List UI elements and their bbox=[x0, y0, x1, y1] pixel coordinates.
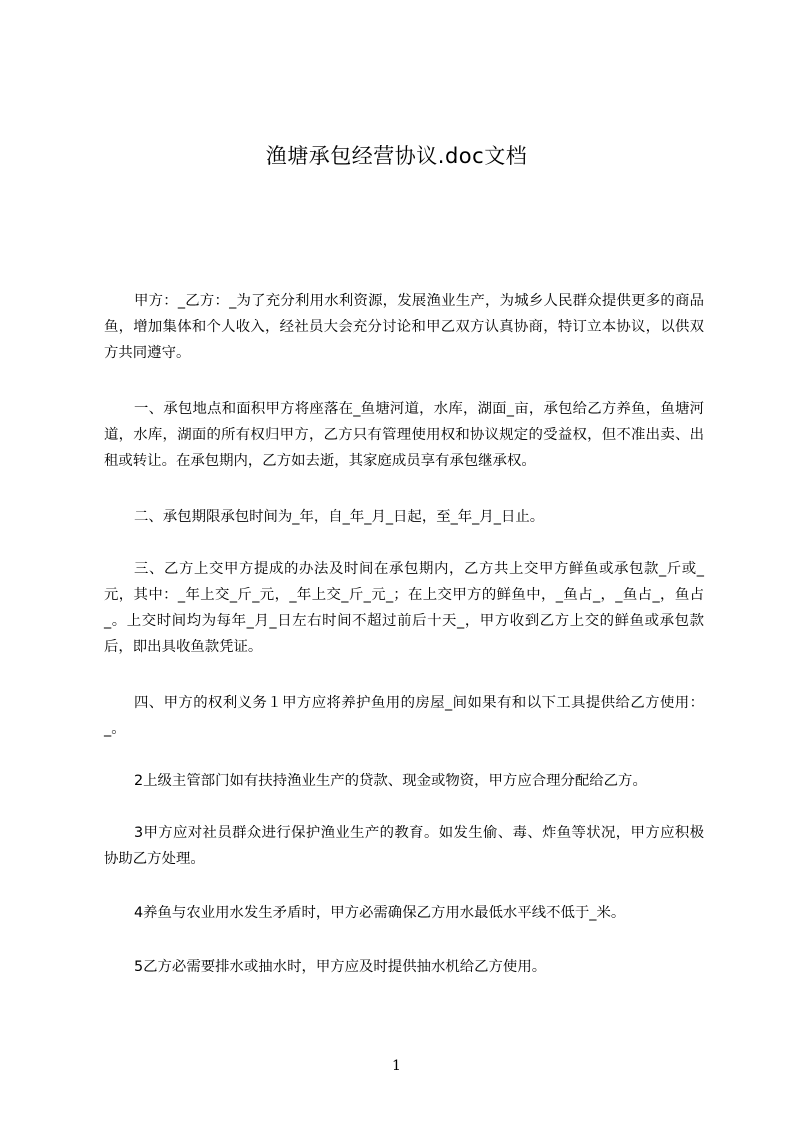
paragraph-location-area: 一、承包地点和面积甲方将座落在_鱼塘河道，水库，湖面_亩，承包给乙方养鱼，鱼塘河道，水库，湖面的所有权归甲方，乙方只有管理使用权和协议规定的受益权，但不准出卖、出租或转让。在承包期内，乙方如去逝，其家庭成员享有承包继承权。 bbox=[104, 401, 704, 469]
document-title: 渔塘承包经营协议.doc文档 bbox=[265, 144, 528, 168]
paragraph-item-3: 3甲方应对社员群众进行保护渔业生产的教育。如发生偷、毒、炸鱼等状况，甲方应积极协助乙方处理。 bbox=[104, 825, 704, 867]
paragraph-item-2: 2上级主管部门如有扶持渔业生产的贷款、现金或物资，甲方应合理分配给乙方。 bbox=[134, 773, 647, 789]
paragraph-preamble: 甲方：_乙方：_为了充分利用水利资源，发展渔业生产，为城乡人民群众提供更多的商品鱼，增加集体和个人收入，经社员大会充分讨论和甲乙双方认真协商，特订立本协议，以供双方共同遵守。 bbox=[104, 293, 704, 361]
paragraph-party-a-rights: 四、甲方的权利义务１甲方应将养护鱼用的房屋_间如果有和以下工具提供给乙方使用：_。 bbox=[104, 695, 704, 737]
paragraph-payment-method: 三、乙方上交甲方提成的办法及时间在承包期内，乙方共上交甲方鲜鱼或承包款_斤或_元，其中：_年上交_斤_元，_年上交_斤_元_；在上交甲方的鲜鱼中，_鱼占_，_鱼占_，鱼占_。上交时间均为每年_月_日左右时间不超过前后十天_，甲方收到乙方上交的鲜鱼或承包款后，即出具收鱼款凭证。 bbox=[104, 561, 704, 655]
paragraph-item-5: 5乙方必需要排水或抽水时，甲方应及时提供抽水机给乙方使用。 bbox=[134, 959, 547, 975]
paragraph-item-4: 4养鱼与农业用水发生矛盾时，甲方必需确保乙方用水最低水平线不低于_米。 bbox=[134, 905, 626, 921]
page-number: 1 bbox=[392, 1058, 401, 1074]
paragraph-contract-term: 二、承包期限承包时间为_年，自_年_月_日起，至_年_月_日止。 bbox=[134, 509, 545, 525]
